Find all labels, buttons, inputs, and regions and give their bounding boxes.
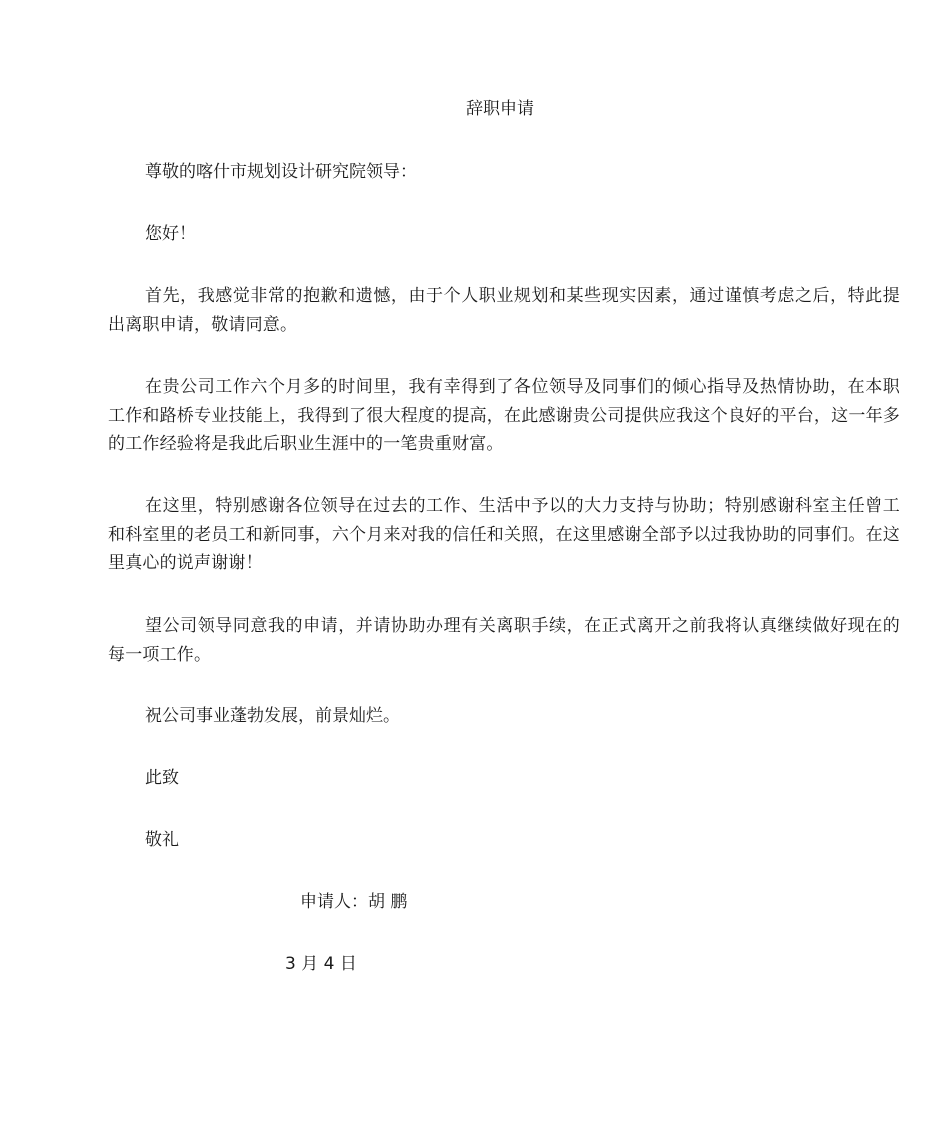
paragraph-1: 首先，我感觉非常的抱歉和遗憾，由于个人职业规划和某些现实因素，通过谨慎考虑之后，特此提出离职申请，敬请同意。 <box>108 286 900 335</box>
wish-line: 祝公司事业蓬勃发展，前景灿烂。 <box>145 706 400 726</box>
salutation: 尊敬的喀什市规划设计研究院领导： <box>145 162 417 182</box>
paragraph-4: 望公司领导同意我的申请，并请协助办理有关离职手续，在正式离开之前我将认真继续做好现在的每一项工作。 <box>108 616 900 665</box>
date: 3 月 4 日 <box>285 954 357 974</box>
closing-line-1: 此致 <box>145 768 179 788</box>
signature: 申请人：胡 鹏 <box>300 892 408 912</box>
paragraph-2: 在贵公司工作六个月多的时间里，我有幸得到了各位领导及同事们的倾心指导及热情协助，在本职工作和路桥专业技能上，我得到了很大程度的提高，在此感谢贵公司提供应我这个良好的平台，这一年多的工作经验将是我此后职业生涯中的一笔贵重财富。 <box>108 377 900 454</box>
closing-line-2: 敬礼 <box>145 830 179 850</box>
greeting: 您好！ <box>145 224 196 244</box>
paragraph-3: 在这里，特别感谢各位领导在过去的工作、生活中予以的大力支持与协助；特别感谢科室主任曾工和科室里的老员工和新同事，六个月来对我的信任和关照，在这里感谢全部予以过我协助的同事们。在这里真心的说声谢谢！ <box>108 496 900 573</box>
document-title: 辞职申请 <box>466 99 534 119</box>
